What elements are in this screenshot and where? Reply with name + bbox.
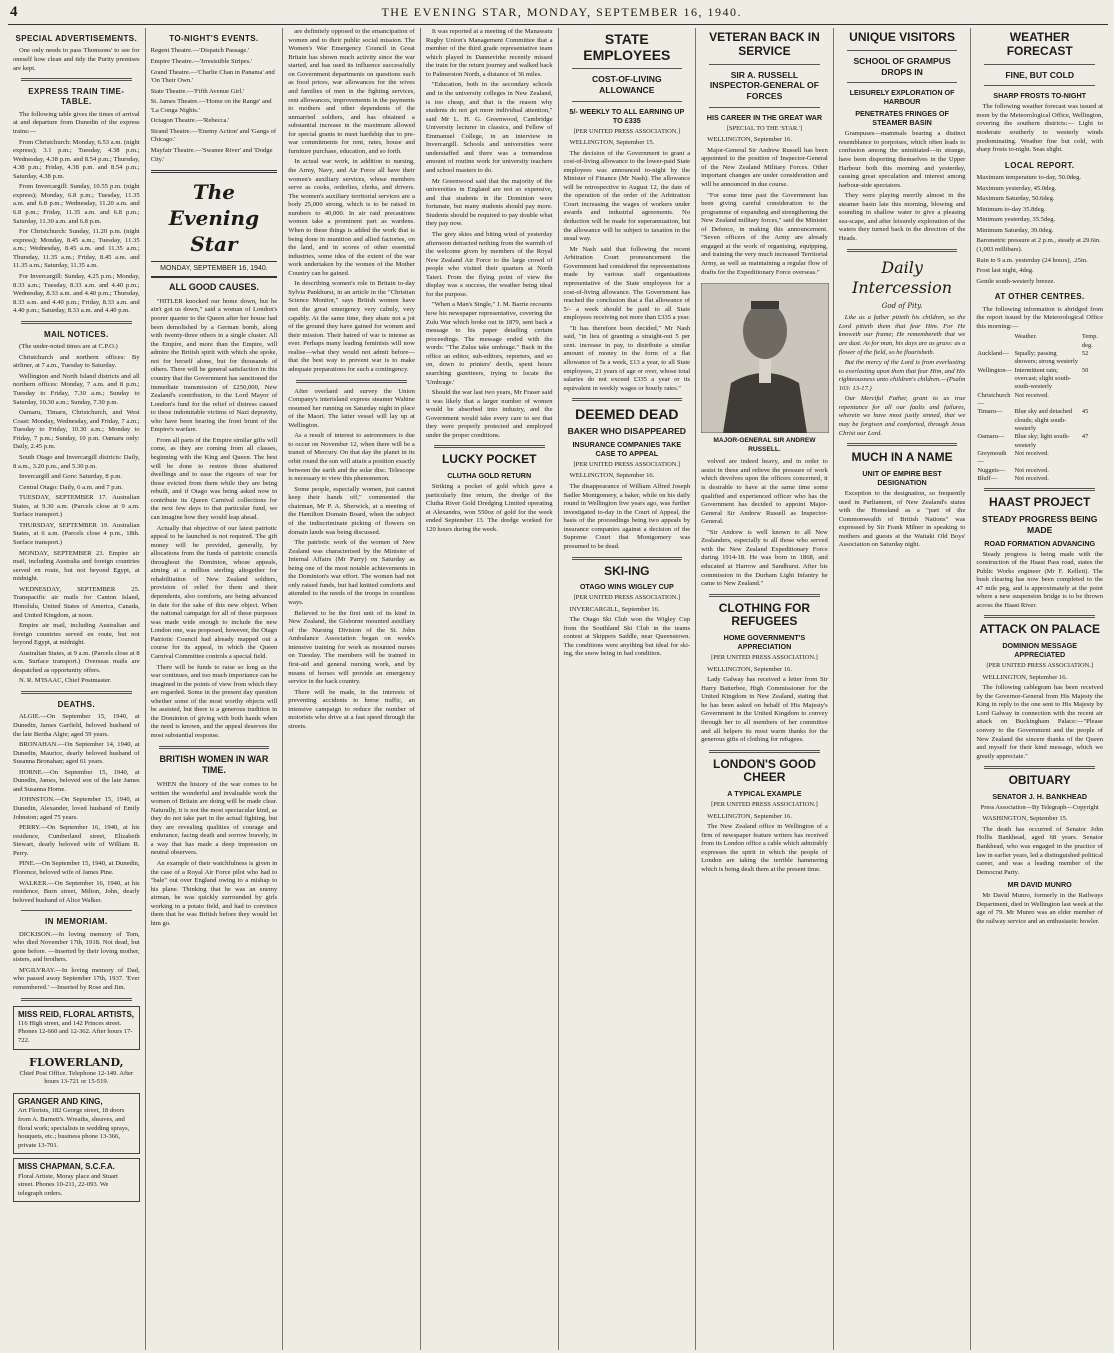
- divider: [709, 64, 820, 65]
- mail-entry: Central Otago: Daily, 6 a.m. and 7 p.m.: [19, 483, 123, 491]
- divider: [709, 750, 820, 753]
- article-paragraph: The Otago Ski Club won the Wigley Cup from the Southland Ski Club in the teams contest at Skippers Saddle, near Queenstown. The conditions were anything but ideal for ski-ing, the snow being in bad condition.: [563, 616, 691, 658]
- article-paragraph: volved are indeed heavy, and in order to assist in these and relieve the pressure of work which devolves upon the officers concerned, it is desirable to have at the same time some qualified and experienced officer who has the Government has decided to appoint Major-General Sir Andrew Russell as Inspector-General.: [701, 458, 828, 526]
- news-paragraph: After overland and survey the Union Company's interisland express steamer Wahine resumed her running on Saturday night in place of the Maori. The latter vessel will lay up at Wellington.: [288, 387, 415, 429]
- temp: 50: [1081, 366, 1089, 374]
- byline: [PER UNITED PRESS ASSOCIATION.]: [711, 801, 818, 809]
- train-entry: For Christchurch: Sunday, 11.20 p.m. (night express); Monday, 8.45 a.m.; Tuesday, 11.35 a.m.; Wednesday, 8.45 a.m. and 11.35 a.m.; Thursday, 11.35 a.m.; Friday, 8.45 a.m. and 11.35 a.m.; Saturday, 11.35 a.m.: [13, 228, 140, 270]
- weather-subdeck: SHARP FROSTS TO-NIGHT: [993, 91, 1087, 101]
- haast-project-subdeck: ROAD FORMATION ADVANCING: [984, 538, 1096, 548]
- divider: [21, 78, 132, 81]
- column-1: [8, 28, 146, 1350]
- table-row: [976, 350, 1103, 367]
- page-number: 4: [10, 4, 18, 20]
- much-in-a-name-deck: UNIT OF EMPIRE BEST DESIGNATION: [862, 468, 942, 487]
- munro-deck: MR DAVID MUNRO: [1007, 880, 1072, 890]
- divider: [847, 82, 958, 83]
- column-7: [834, 28, 972, 1350]
- newspaper-title: THE EVENING STAR, MONDAY, SEPTEMBER 16, 1940.: [381, 5, 743, 19]
- divider: [434, 445, 545, 448]
- train-entry: For Invercargill: Sunday, 4.25 p.m.; Monday, 8.33 a.m.; Tuesday, 8.33 a.m. and 4.40 p.m.; Wednesday, 8.33 a.m. and 4.40 p.m.; Thursday, 8.33 a.m. and 4.40 p.m.; Friday, 8.33 a.m. and 4.40 p.m.; Saturday, 8.33 a.m. and 4.40 p.m.: [13, 272, 140, 315]
- event-item: State Theatre.—'Fifth Avenue Girl.': [150, 87, 245, 95]
- ad-title: MISS CHAPMAN, S.C.F.A.: [18, 1162, 115, 1172]
- death-notice: WALKER.—On September 16, 1940, at his residence, Burn street, Milton, John, dearly beloved husband of Alice Walker.: [13, 879, 140, 904]
- news-paragraph: Some people, especially women, just cannot keep their hands off," commented the chairman, Mr P. A. Sherwick, at a meeting of the Hamilton Domain Board, when the subject of the indiscriminate picking of flowers on domain lands was being discussed.: [288, 485, 415, 536]
- column-8: [971, 28, 1108, 1350]
- byline: [PER UNITED PRESS ASSOCIATION.]: [573, 594, 681, 602]
- death-notice: PINE.—On September 15, 1940, at Dunedin, Florence, beloved wife of James Pine.: [13, 860, 140, 876]
- haast-project-deck: STEADY PROGRESS BEING MADE: [981, 514, 1098, 535]
- london-headline: LONDON'S GOOD CHEER: [713, 756, 816, 785]
- overseas-mail-entry: TUESDAY, SEPTEMBER 17. Australian States, at 9.30 a.m. (Parcels close at 9 a.m. Surface transport.): [13, 494, 140, 519]
- byline: [SPECIAL TO THE 'STAR.']: [726, 124, 802, 132]
- mail-intro: (The under-noted times are at C.P.O.): [19, 343, 118, 351]
- temp: 52: [1081, 350, 1089, 358]
- dateline: INVERCARGILL, September 16.: [569, 605, 660, 613]
- place: Oamaru—: [977, 433, 1005, 441]
- mail-signoff: N. R. M'ISAAC, Chief Postmaster.: [19, 677, 112, 685]
- weather: Intermittent rain; overcast; slight south-south-westerly: [1014, 366, 1071, 391]
- unique-visitors-subdeck: LEISURELY EXPLORATION OF HARBOUR: [849, 88, 955, 107]
- lucky-pocket-headline: LUCKY POCKET: [441, 452, 537, 467]
- ad-text: Art Florists, 182 George street, 18 doors from A. Barnett's. Wreaths, sheaves, and floral work; specialists in wedding sprays, bouquets, etc.; business phone 13-366, private 13-701.: [18, 1107, 130, 1149]
- train-timetable-intro: The following table gives the times of arrival at and departure from Dunedin of the express trains:—: [13, 110, 140, 135]
- deemed-dead-subdeck: INSURANCE COMPANIES TAKE CASE TO APPEAL: [572, 440, 682, 459]
- article-paragraph: "Sir Andrew is well known to all New Zealanders, especially to all those who served with the New Zealand Expeditionary Force during 1914-18. He was born in 1868, and educated at Harrow and Sandhurst. After his commission in the Durham Light Infantry he came to New Zealand.": [701, 528, 828, 588]
- dateline: WELLINGTON, September 16.: [707, 665, 792, 673]
- local-report-item: Barometric pressure at 2 p.m., steady at 29.6in. (1,003 millibars).: [976, 237, 1101, 254]
- death-notice: ALGIE.—On September 15, 1940, at Dunedin, James Garfield, beloved husband of the late Bertha Algie; aged 59 years.: [13, 713, 140, 738]
- ad-miss-chapman: [13, 1158, 140, 1202]
- local-report-heading: LOCAL REPORT.: [1004, 160, 1075, 170]
- news-paragraph: "Education, both in the secondary schools and in the university colleges in New Zealand, is too cheap, and that is the reason why students do not get more individual attention," said Mr L. H. G. Greenwood, Cambridge University lecturer in classics, and Fellow of Emmanuel College, in an interview in Invercargill. Schools and universities were understaffed and there was a tremendous amount of routine work for university teachers and school masters to do.: [425, 81, 553, 174]
- article-paragraph: The following cablegram has been received by the Governor-General from His Majesty the King in reply to the one sent to His Majesty by Lord Galway in connection with the recent air attack on Buckingham Palace:—"Please convey to the Government and the people of New Zealand the sincere thanks of the Queen and myself for their kind message, which we greatly appreciate.": [976, 684, 1103, 760]
- dateline: WELLINGTON, September 15.: [569, 138, 655, 146]
- column-2: [146, 28, 284, 1350]
- local-report-item: Minimum to-day 35.8deg.: [976, 205, 1046, 213]
- table-row: [976, 450, 1103, 467]
- byline: [PER UNITED PRESS ASSOCIATION.]: [573, 127, 681, 135]
- divider: [159, 746, 270, 749]
- divider: [572, 68, 683, 69]
- local-report-item: Maximum temperature to-day, 50.0deg.: [976, 174, 1082, 182]
- women-article-paragraph: An example of their watchfulness is given in the case of a Royal Air Force pilot who had to "bale" out over England owing to a mishap to his plane. Thinking that he was an enemy airman, he was quickly surrounded by girls working in a potato field, and had to convince them that he was British before they would let him go.: [150, 860, 278, 927]
- divider: [572, 557, 683, 560]
- daily-intercession-subtitle: God of Pity.: [881, 302, 923, 311]
- temp: [1081, 450, 1103, 467]
- overseas-mail-entry: Empire air mail, including Australian and foreign countries served en route, but not beyond Egypt, at midnight.: [13, 622, 140, 647]
- article-paragraph: Exception to the designation, so frequently used in Parliament, of New Zealand's status with the Homeland as a "part of the Commonwealth of British Nations" was expressed by Sir Frank Milner in speaking to mothers and guests at the Waitaki Old Boys' Association on Saturday night.: [838, 489, 966, 549]
- divider: [21, 321, 132, 324]
- temp: [1081, 475, 1103, 483]
- event-item: Strand Theatre.—'Enemy Action' and 'Gangs of Chicago.': [150, 127, 277, 144]
- death-notice: PERRY.—On September 16, 1940, at his residence, Cumberland street, Elizabeth Stewart, dearly beloved wife of William R. Perry.: [13, 824, 140, 857]
- editorial-paragraph: "HITLER knocked our home down, but he ain't got us down," said a woman of London's poorer quarter to the Queen after her house had been demolished by a German bomb, along with twenty-three others in a single cluster. All the Empire, and more than the Empire, will admire the British spirit with which she spoke, not for herself alone, but for thousands of others. There will be general satisfaction in this country that the Government has sanctioned the immediate transmission of £250,000, New Zealand's contribution, to the Lord Mayor of London's fund for the relief of distress caused to these indomitable victims of Nazi depravity, who have been bearing the front brunt of the Empire's warfare.: [150, 297, 278, 434]
- column-4: [421, 28, 559, 1350]
- obituary-deck: SENATOR J. H. BANKHEAD: [992, 792, 1088, 802]
- news-paragraph: It was reported at a meeting of the Manawatu Rugby Union's Management Committee that a member of the third grade representative team which played in Dannevirke recently missed the train for the return journey and walked back to Palmerston North, a distance of 36 miles.: [425, 28, 553, 78]
- daily-intercession-verse: [839, 314, 966, 438]
- portrait-caption: MAJOR-GENERAL SIR ANDREW RUSSELL.: [713, 437, 816, 453]
- table-row: [976, 408, 1103, 433]
- article-paragraph: Grampuses—mammals bearing a distinct resemblance to porpoises, which often leads to confusion among the uninitiated—in strange, have been disporting themselves in the Upper Harbour both this morning and yesterday, causing great speculation and interest among harbour-side spectators.: [838, 130, 966, 189]
- divider: [847, 50, 958, 51]
- ski-ing-deck: OTAGO WINS WIGLEY CUP: [579, 582, 674, 592]
- temp: [1081, 467, 1103, 475]
- temp: 45: [1081, 408, 1089, 416]
- event-item: Octagon Theatre.—'Rebecca.': [150, 117, 230, 125]
- divider: [984, 64, 1095, 65]
- table-row: [976, 392, 1103, 409]
- divider: [572, 398, 683, 401]
- deemed-dead-headline: DEEMED DEAD: [575, 406, 679, 423]
- events-list: [151, 47, 278, 164]
- article-paragraph: Steady progress is being made with the construction of the Haast Pass road, states the Public Works engineer (Mr F. Kellett). The bush clearing has now been completed to the 47 mile peg, and is approximately at the point where a new suspension bridge is to be thrown across the Haast River.: [976, 550, 1103, 609]
- table-header-row: [976, 333, 1103, 350]
- much-in-a-name-headline: MUCH IN A NAME: [851, 450, 953, 465]
- event-item: St. James Theatre.—'Home on the Range' and 'La Conga Nights.': [150, 98, 272, 114]
- editorial-title: ALL GOOD CAUSES.: [169, 282, 259, 293]
- women-article-paragraph: WHEN the history of the war comes to be written the wonderful and invaluable work the women of Britain are doing will be made clear. Naturally, it is not the most spectacular kind, as they do not take part in the actual fighting, but they are revealing qualities of courage and endurance, facing death and sorrow bravely, in a way that has made a deep impression on neutral observers.: [150, 780, 278, 857]
- dateline: WELLINGTON, September 16.: [707, 136, 792, 144]
- veteran-headline: VETERAN BACK IN SERVICE: [709, 30, 820, 58]
- deemed-dead-deck: BAKER WHO DISAPPEARED: [567, 426, 687, 437]
- news-paragraph: As a result of interest to astronomers is due to occur on November 12, when there will be a transit of Mercury. On that day the planet in its orbit round the sun will attain a position exactly between the earth and the solar disc. Telescope is necessary to view this phenomenon.: [288, 432, 415, 483]
- divider: [572, 101, 683, 102]
- state-employees-deck: COST-OF-LIVING ALLOWANCE: [591, 74, 662, 95]
- article-paragraph: In actual war work, in addition to nursing, the Army, Navy, and Air Force all have their women's auxiliary services, whose members serve as cooks, orderlies, clerks, and drivers. The women's auxiliary territorial services are a body 25,000 strong, which is to be raised in numbers to 40,000. In air raid precautions women take a prominent part as wardens. When to these things is added the work that is being done in munition and allied factories, on the land, and in scores of other essential industries, some idea of the extent of the war work undertaken by the women of the Mother Country can be gained.: [288, 158, 415, 277]
- columns: [8, 28, 1108, 1350]
- divider: [984, 488, 1095, 491]
- article-paragraph: In describing women's role in Britain to-day Sylvia Pankhurst, in an article in the "Christian Science Monitor," says British women have met the great emergency very calmly, very capably. At the same time, they abate not a jot of the ground they have gained for women and their mission. Their hatred of war is intense as ever. Perhaps many leading feminists will now realise—what they would not admit before—that the best way to prevent war is to make adequate preparations for such a contingency.: [288, 280, 415, 373]
- article-paragraph: Mr David Munro, formerly in the Railways Department, died in Wellington last week at the age of 79. Mr Munro was an elder member of the railway service and an enthusiastic bowler.: [976, 892, 1103, 925]
- local-report-item: Minimum Saturday, 39.0deg.: [976, 226, 1054, 234]
- weather: Not received.: [1014, 466, 1049, 474]
- divider: [21, 910, 132, 911]
- obituary-headline: OBITUARY: [1008, 773, 1071, 788]
- article-paragraph: The decision of the Government to grant a cost-of-living allowance to the lower-paid State employees was announced to-night by the Minister of Finance (Mr Nash). The allowance will be retrospective to August 12, the date of the operation of the order of the Arbitration Court increasing the wages of workers under awards and industrial agreements. No deduction will be made for superannuation, but the allowance will be subject to taxation in the usual way.: [563, 149, 691, 243]
- editorial-paragraph: From all parts of the Empire similar gifts will come, as they are coming from all classes, beginning with the King and Queen. The best will be done to restore those shattered dwellings and to ease the rigours of war for those evicted from them while they are being rebuilt, and if Otago was being asked now to contribute its Queen Carnival collections for the next few days to that particular fund, we can imagine how they would leap ahead.: [150, 436, 278, 521]
- state-employees-headline: STATE EMPLOYEES: [583, 31, 671, 64]
- table-row: [976, 475, 1103, 483]
- event-item: Regent Theatre.—'Dispatch Passage.': [150, 47, 250, 55]
- divider: [847, 249, 958, 252]
- ad-miss-reid: [13, 1006, 140, 1050]
- divider: [847, 443, 958, 446]
- local-report-item: Maximum Saturday, 50.6deg.: [976, 195, 1055, 203]
- clothing-deck: HOME GOVERNMENT'S APPRECIATION: [723, 633, 806, 652]
- byline: [PER UNITED PRESS ASSOCIATION.]: [986, 662, 1093, 670]
- divider: [709, 107, 820, 108]
- ad-text: Floral Artiste, Moray place and Stuart street. Phones 10-211, 22-093. We telegraph orders.: [18, 1172, 118, 1197]
- local-report-item: Maximum yesterday, 45.0deg.: [976, 184, 1057, 192]
- dateline: WASHINGTON, September 15.: [982, 815, 1068, 823]
- portrait-photo: [701, 283, 829, 433]
- byline: [PER UNITED PRESS ASSOCIATION.]: [573, 461, 681, 469]
- table-header: Temp. deg.: [1081, 333, 1098, 349]
- overseas-mail-entry: Australian States, at 9 a.m. (Parcels close at 8 a.m. Surface transport.) Overseas mails are despatched as opportunity offers.: [13, 649, 140, 674]
- mail-entry: Wellington and North Island districts and all northern offices: Monday, 7 a.m. and 8 p.m.; Tuesday to Friday, 7.30 a.m.; Sunday to Saturday, 10.30 a.m.; Sunday, 7.30 p.m.: [13, 372, 140, 406]
- news-paragraph: The patriotic work of the women of New Zealand was characterised by the Minister of Internal Affairs (Mr Parry) on Saturday as being one of the most notable achievements in the Dominion's war effort. The women had not only raised funds, but had knitted comforts and attended to the needs of the troops in countless ways.: [288, 539, 415, 606]
- weather: Squally; passing showers; strong westerly: [1014, 350, 1078, 366]
- ad-title: MISS REID, FLORAL ARTISTS,: [18, 1009, 135, 1019]
- dateline: WELLINGTON, September 16.: [569, 472, 655, 480]
- article-paragraph: are definitely opposed to the emancipation of women and to their public social mission. The Women's War Emergency Council in Great Britain has shown much activity since the war started, and has used its influence successfully on Government departments on questions such as food prices, war allowances for the wives and families of men in the fighting services, rent allowances, improvements in the payments to mothers and other dependents of the unmarried soldiers, and has obtained a substantial increase in the maximum allowed for special grants to meet hardship due to pre-war commitments for rent, rates, house and furniture purchase, education, and so forth.: [288, 28, 415, 155]
- weather: Not received.: [1014, 391, 1049, 399]
- issue-date: MONDAY, SEPTEMBER 16, 1940.: [151, 262, 278, 278]
- death-notice: BRONAHAN.—On September 14, 1940, at Dunedin, Maurice, dearly beloved husband of Susanna Bronahan; aged 61 years.: [13, 741, 140, 766]
- veteran-subdeck: HIS CAREER IN THE GREAT WAR: [706, 112, 823, 122]
- weather: Blue sky and detached clouds; slight south-westerly: [1014, 408, 1073, 432]
- article-paragraph: The death has occurred of Senator John Hollis Bankhead, aged 68 years. Senator Bankhead, who was engaged in the practice of law in earlier years, led a distinguished political career, and was a leading member of the Democrat Party.: [976, 825, 1103, 876]
- local-report-item: Frost last night, 4deg.: [976, 267, 1034, 275]
- daily-intercession-title: Daily Intercession: [852, 257, 953, 298]
- place: Wellington—: [977, 366, 1013, 374]
- verse-paragraph: But the mercy of the Lord is from everlasting to everlasting upon them that fear Him, and His righteousness unto children's children.—(Psalm 103: 13-17.): [838, 359, 966, 392]
- special-ads-text: One only needs to pass Thomsons' to see for oneself how clean and tidy the Purity premises are kept.: [13, 47, 140, 72]
- local-report-item: Minimum yesterday, 35.5deg.: [976, 216, 1056, 224]
- divider: [984, 85, 1095, 86]
- table-header: Weather.: [1014, 333, 1037, 341]
- ad-text: 116 High street, and 142 Princes street. Phones 12-660 and 12-362. After hours 17-722.: [18, 1019, 133, 1045]
- train-entry: From Invercargill: Sunday, 10.55 p.m. (night express); Monday, 6.8 p.m.; Tuesday, 11.35 a.m. and 6.8 p.m.; Wednesday, 11.20 a.m. and 6.8 p.m.; Friday, 11.35 a.m. and 6.8 p.m.; Saturday, 11.30 a.m. and 6.8 p.m.: [13, 183, 140, 225]
- events-heading: TO-NIGHT'S EVENTS.: [169, 34, 259, 43]
- byline: [PER UNITED PRESS ASSOCIATION.]: [711, 654, 818, 662]
- newspaper-nameplate: The Evening Star: [151, 170, 278, 262]
- train-timetable-heading: EXPRESS TRAIN TIME-TABLE.: [28, 87, 125, 107]
- weather: Blue sky; light south-westerly: [1014, 433, 1070, 449]
- place: Christchurch—: [977, 391, 1011, 407]
- news-paragraph: "When a Man's Single," J. M. Barrie recounts how his newspaper representative, covering the Zulu War which broke out in 1879, sent back a message to his paper detailing certain proceedings. The message ended with the words: "The Zulus take umbrage." Back in the office an editor, sub-editors, reporters, and so on, down to printers' devils, spent hours searching gazetteers, trying to locate the 'Umbrage.': [425, 301, 553, 386]
- weather-deck: FINE, BUT COLD: [1005, 69, 1075, 80]
- dateline: WELLINGTON, September 16.: [982, 673, 1068, 681]
- editorial-paragraph: Actually that objective of our latest patriotic appeal to be launched is not required. The gift money will be provided, generally, by allocations from the funds of patriotic councils throughout the Dominion, whose appeals, aiming at a million sterling altogether for rehabilitation of New Zealand soldiers, provision of relief for them and their dependents, also comforts, are being advanced in date for the sake of this new object. When the national campaign for all of these purposes was made wide enough to include the new London one, was proposed, however, the Otago Patriotic Council had already mapped out a course for its appeal, in which the Queen Carnival Committee controls a special field.: [150, 524, 278, 660]
- article-paragraph: "It has therefore been decided," Mr Nash said, "in lieu of granting a straight-out 5 per cent. increase in pay, to distribute a similar amount of money in the form of a flat allowance of 5s a week, £13 a year, to all State employees, 21 years of age or over, whose total salaries do not exceed £335 a year or its equivalent in weekly wages or hourly rates.": [563, 324, 691, 392]
- mail-entry: Oamaru, Timaru, Christchurch, and West Coast: Monday, Wednesday, and Friday, 7 a.m.; Tuesday to Friday, 10.30 a.m.; Monday to Friday, 7 p.m.; Sunday, 10 p.m. Oamaru only: Daily, 2.45 p.m.: [13, 409, 140, 451]
- haast-project-headline: HAAST PROJECT: [989, 495, 1091, 510]
- news-paragraph: Believed to be the first unit of its kind in New Zealand, the Gisborne mounted auxiliary of the Nursing Division of the St. John Ambulance Association began on week's intensive training for work as mounted nurses on Tuesday. The members will be trained in first-aid and general nursing work, and by means of horses will provide an emergency service in the back country.: [288, 609, 415, 686]
- local-report-item: Rain to 9 a.m. yesterday (24 hours), .25in.: [976, 256, 1088, 264]
- lucky-pocket-text: Striking a pocket of gold which gave a particularly fine return, the dredge of the Clutha River Gold Dredging Limited operating at Alexandra, won 550oz of gold for the week ended September 13. The dredge worked for 120 hours during the week.: [425, 483, 553, 534]
- overseas-mail-entry: THURSDAY, SEPTEMBER 19. Australian States, at 6 a.m. (Parcels close 4 p.m., 18th. Surface transport.): [13, 521, 140, 546]
- deaths-heading: DEATHS.: [57, 700, 95, 709]
- article-paragraph: The New Zealand office in Wellington of a firm of newspaper feature writers has received from its London office a cable which admirably expresses the spirit in which the people of London are taking the terrible hammering which is being dealt them at the present time.: [701, 823, 828, 873]
- ad-title: GRANGER AND KING,: [18, 1097, 103, 1107]
- news-paragraph: Mr Greenwood said that the majority of the universities in England are not so expensive, and that students in the Dominion were fortunate, but many students should pay more. Students should be required to pay double what they pay now.: [425, 177, 553, 228]
- article-paragraph: They were playing merrily almost in the steamer basin late this morning, blowing and sounding in shallow water to give a pleasing sea-scape, and after leisurely exploration of the waters they turned back in the direction of the Heads.: [838, 192, 966, 243]
- mail-notices-heading: MAIL NOTICES.: [44, 329, 109, 339]
- forecast-text: The following weather forecast was issued at noon by the Meteorological Office, Wellington, covering the southern districts:— Light to moderate southerly to westerly winds predominating. Weather fine but cold, with sharp frosts to-night. Seas slight.: [976, 103, 1103, 154]
- overseas-mail-entry: MONDAY, SEPTEMBER 23. Empire air mail, including Australia and foreign countries served en route, but not beyond Egypt, at midnight.: [13, 549, 140, 583]
- ad-flowerland: [13, 1056, 140, 1087]
- divider: [984, 615, 1095, 618]
- prayer-paragraph: Our Merciful Father, grant to us true repentance for all our faults and failures, wherein we have most justly sinned, that we may be forgiven and comforted, through Jesus Christ our Lord.: [838, 395, 966, 437]
- divider: [21, 998, 132, 1001]
- unique-visitors-headline: UNIQUE VISITORS: [849, 30, 955, 44]
- mail-entry: South Otago and Invercargill districts: Daily, 8 a.m., 3.20 p.m., and 5.30 p.m.: [13, 453, 140, 470]
- place: Bluff—: [977, 474, 998, 482]
- editorial-paragraph: There will be funds to raise so long as the war continues, and too much importance can be imagined in the points of view from which they are regarded. Some in the present day question whether some of the most worthy objects will be assisted, but there is a generous tradition in the Dominion of giving with both hands when the need is known, and the appeal deserves the most substantial response.: [150, 663, 278, 740]
- page-header: [8, 4, 1108, 25]
- death-notice: HORNE.—On September 15, 1940, at Dunedin, James, beloved son of the late James and Susanna Horne.: [13, 768, 140, 793]
- divider: [21, 691, 132, 694]
- london-deck: A TYPICAL EXAMPLE: [727, 789, 802, 799]
- article-paragraph: Major-General Sir Andrew Russell has been appointed to the position of Inspector-General of the New Zealand Military Forces. Other important changes are under consideration and will be announced in due course.: [701, 146, 828, 188]
- place: Auckland—: [977, 350, 1009, 358]
- divider: [709, 594, 820, 597]
- other-centres-intro: The following information is abridged from the report issued by the Meteorological Office this morning:—: [976, 305, 1103, 330]
- column-5: [559, 28, 697, 1350]
- article-paragraph: Mr Nash said that following the recent Arbitration Court pronouncement the Government had considered the representations made by various staff organisations representative of the State employees for a cost-of-living allowance. The Government has reached the conclusion that a flat allowance of 5/- a week should be paid to all State employees receiving not more than £335 a year.: [563, 245, 691, 322]
- mail-entry: Invercargill and Gore: Saturday, 8 p.m.: [19, 473, 123, 481]
- news-paragraph: The grey skies and biting wind of yesterday afternoon detracted nothing from the warmth of the welcome given by members of the Royal New Zealand Air Force to the large crowd of people who visited their quarters at North Taieri. From the flying point of view the display was a success, the weather being ideal for the purpose.: [425, 230, 553, 298]
- weather: Not received.: [1014, 474, 1049, 482]
- column-6: [696, 28, 834, 1350]
- temp: [1081, 392, 1103, 409]
- dateline: WELLINGTON, September 16.: [707, 812, 792, 820]
- unique-visitors-deck: SCHOOL OF GRAMPUS DROPS IN: [853, 55, 951, 77]
- article-paragraph: Lady Galway has received a letter from Sir Harry Batterbee, High Commissioner for the United Kingdom in New Zealand, stating that he has been asked on behalf of His Majesty's Government in the United Kingdom to convey through her to all members of her committee and all helpers its most warm thanks for the generous gifts of clothing for refugees.: [701, 676, 828, 744]
- article-paragraph: "For some time past the Government has been giving careful consideration to the programme of expanding and strengthening the New Zealand military forces," said the Minister of Defence, in making this announcement. "Seven officers of the Army are already engaged at the work of organising, equipping, and training the very much increased Territorial Army, as well as maintaining a regular flow of drafts for the Expeditionary Force overseas.": [701, 191, 828, 276]
- weather-headline: WEATHER FORECAST: [1006, 30, 1073, 58]
- state-employees-subdeck: 5/- WEEKLY TO ALL EARNING UP TO £335: [569, 106, 685, 125]
- event-item: Empire Theatre.—'Irresistible Stripes.': [150, 57, 253, 65]
- table-row: [976, 467, 1103, 475]
- temp: 47: [1081, 433, 1089, 441]
- table-row: [976, 367, 1103, 392]
- place: Greymouth—: [977, 449, 1007, 466]
- overseas-mail-entry: WEDNESDAY, SEPTEMBER 25. Transpacific air mails for Canton Island, Honolulu, United States of America, Canada, and United Kingdom, at noon.: [13, 585, 140, 619]
- news-paragraph: There will be made, in the interests of preventing accidents to horse traffic, an intensive campaign to reduce the number of motorists who drive at a fast speed through the streets.: [288, 688, 415, 730]
- memoriam-notice: M'GILVRAY.—In loving memory of Dad, who passed away September 17th, 1937. 'Ever remembered.' —Inserted by Rose and Jim.: [13, 966, 140, 991]
- local-report-item: Gentle south-westerly breeze.: [976, 277, 1055, 285]
- local-report-list: [976, 174, 1103, 286]
- article-paragraph: The disappearance of William Alfred Joseph Sadler Montgomery, a baker, while on his daily round in Wellington five years ago, was further investigated to-day in the Court of Appeal, the basis of the proceedings being two appeals by insurance companies against a decision of the Supreme Court that Montgomery was presumed to be dead.: [563, 483, 691, 550]
- news-paragraph: Should the war last two years, Mr Fraser said it was likely that a larger number of women would be absorbed into industry, and the Government would take every care to see that they were properly protected and employed under the proper conditions.: [425, 389, 553, 439]
- unique-visitors-subdeck-2: PENETRATES FRINGES OF STEAMER BASIN: [855, 109, 949, 128]
- women-article-title: BRITISH WOMEN IN WAR TIME.: [159, 753, 269, 776]
- place: Timaru—: [977, 408, 1003, 416]
- attack-on-palace-headline: ATTACK ON PALACE: [979, 622, 1101, 637]
- memoriam-heading: IN MEMORIAM.: [45, 917, 108, 927]
- divider: [296, 380, 407, 383]
- byline: Press Association—By Telegraph—Copyright: [980, 804, 1099, 812]
- ad-text: Chief Post Office. Telephone 12-149. After hours 13-721 or 15-519.: [19, 1069, 134, 1086]
- death-notice: JOHNSTON.—On September 15, 1940, at Dunedin, Alexander, loved husband of Emily Johnston; aged 75 years.: [13, 796, 140, 821]
- ad-granger-and-king: [13, 1093, 140, 1154]
- ski-ing-headline: SKI-ING: [604, 563, 650, 578]
- memoriam-notice: DICKISON.—In loving memory of Tom, who died November 17th, 1918. Not dead, but gone before. —Inserted by their loving mother, sisters, and brothers.: [13, 930, 140, 964]
- clothing-headline: CLOTHING FOR REFUGEES: [718, 600, 811, 629]
- table-row: [976, 433, 1103, 450]
- train-entry: From Christchurch: Monday, 6.53 a.m. (night express); 3.1 p.m.; Tuesday, 4.38 p.m.; Wednesday, 4.38 p.m. and 8.54 p.m.; Thursday, 4.38 p.m.; Friday, 4.38 p.m. and 8.54 p.m.; Saturday, 4.38 p.m.: [13, 138, 140, 180]
- attack-on-palace-deck: DOMINION MESSAGE APPRECIATED: [1002, 641, 1078, 660]
- column-3: [283, 28, 421, 1350]
- event-item: Mayfair Theatre.—'Swanee River' and 'Dodge City.': [150, 147, 273, 163]
- mail-entry: Christchurch and northern offices: By airliner, at 7 a.m., Tuesday to Saturday.: [13, 353, 140, 370]
- event-item: Grand Theatre.—'Charlie Chan in Panama' and 'On Their Own.': [150, 68, 275, 85]
- ad-title: FLOWERLAND,: [29, 1055, 124, 1069]
- divider: [984, 766, 1095, 769]
- weather: Not received.: [1014, 449, 1049, 457]
- verse-paragraph: Like as a father pitieth his children, so the Lord pitieth them that fear Him. For He knoweth our frame; He remembereth that we are dust. As for man, his days are as grass: as a flower of the field, so he flourisheth.: [838, 314, 966, 356]
- special-ads-heading: SPECIAL ADVERTISEMENTS.: [15, 34, 138, 43]
- veteran-deck: SIR A. RUSSELL INSPECTOR-GENERAL OF FORCES: [709, 69, 819, 102]
- lucky-pocket-deck: CLUTHA GOLD RETURN: [447, 471, 532, 481]
- other-centres-table: [976, 333, 1103, 483]
- place: Nuggets—: [977, 466, 1006, 474]
- other-centres-heading: AT OTHER CENTRES.: [994, 292, 1085, 302]
